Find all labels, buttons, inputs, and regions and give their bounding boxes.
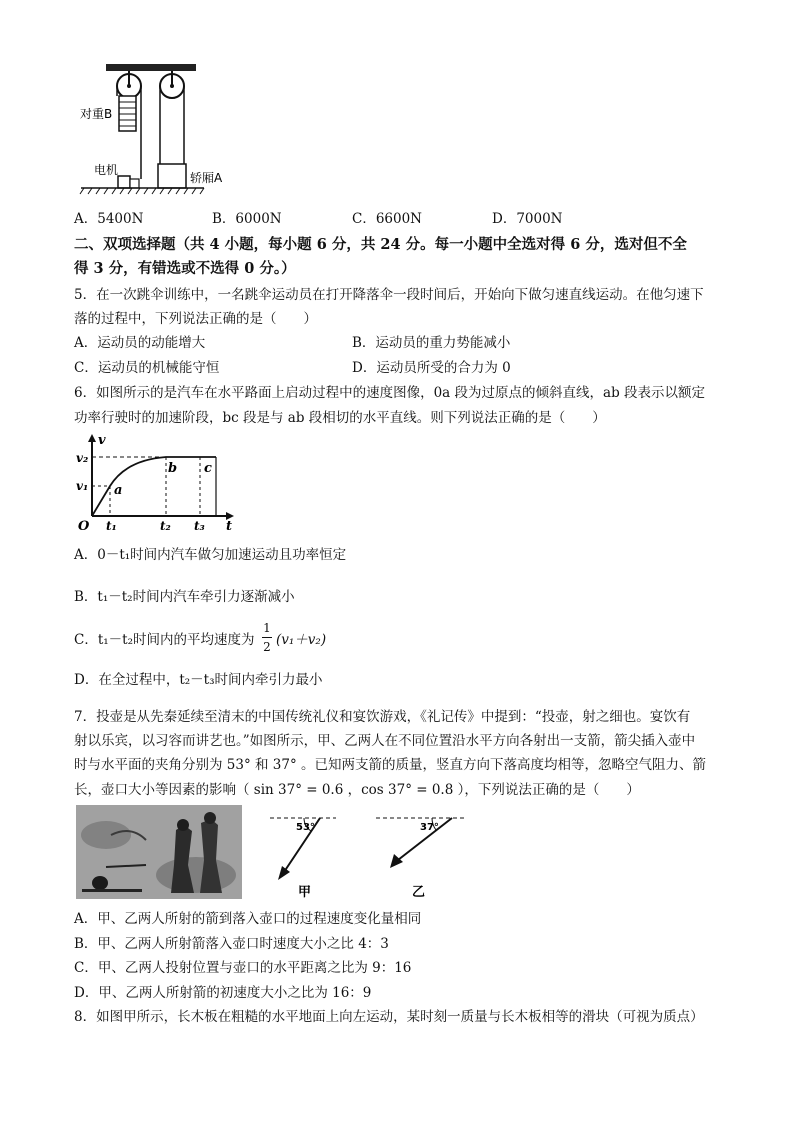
q6-option-c-frac-num: 1 xyxy=(263,621,271,635)
q6-option-a: A．0－t₁时间内汽车做匀加速运动且功率恒定 xyxy=(74,547,347,563)
q6-option-b: B．t₁－t₂时间内汽车牵引力逐渐减小 xyxy=(74,589,295,605)
touhu-photo xyxy=(76,805,242,899)
angle-label-53: 53° xyxy=(296,822,315,833)
q6-stem-line1: 6．如图所示的是汽车在水平路面上启动过程中的速度图像，0a 段为过原点的倾斜直线，ab 段表示以额定 xyxy=(74,385,705,401)
q7-stem-line1: 7．投壶是从先秦延续至清末的中国传统礼仪和宴饮游戏，《礼记传》中提到：“投壶，射之细也。宴饮有 xyxy=(74,709,691,725)
label-yi: 乙 xyxy=(412,885,426,900)
angle-label-37: 37° xyxy=(420,822,439,833)
q7-option-a: A．甲、乙两人所射的箭到落入壶口的过程速度变化量相同 xyxy=(74,911,422,927)
graph-axis-v: v xyxy=(98,433,106,448)
section-2-heading-line1: 二、双项选择题（共 4 小题，每小题 6 分，共 24 分。每一小题中全选对得 6 分，选对但不全 xyxy=(74,236,687,253)
label-jia: 甲 xyxy=(298,885,312,900)
q7-option-c: C．甲、乙两人投射位置与壶口的水平距离之比为 9：16 xyxy=(74,960,412,976)
q5-option-d: D．运动员所受的合力为 0 xyxy=(352,360,511,376)
velocity-time-graph xyxy=(76,432,236,532)
q4-option-d: D．7000N xyxy=(492,211,563,227)
q7-stem-line4: 长，壶口大小等因素的影响（ sin 37° = 0.6 ，cos 37° = 0.8 ），下列说法正确的是（ ） xyxy=(74,782,640,798)
q5-option-a: A．运动员的动能增大 xyxy=(74,335,206,351)
q5-stem-line2: 落的过程中，下列说法正确的是（ ） xyxy=(74,311,317,327)
q6-option-d: D．在全过程中，t₂－t₃时间内牵引力最小 xyxy=(74,672,323,688)
q7-option-d: D．甲、乙两人所射箭的初速度大小之比为 16：9 xyxy=(74,985,372,1001)
fig-label-motor: 电机 xyxy=(94,163,119,177)
q8-stem-line1: 8．如图甲所示，长木板在粗糙的水平地面上向左运动，某时刻一质量与长木板相等的滑块（可视为质点） xyxy=(74,1009,704,1025)
arrow-diagram-jia xyxy=(270,812,340,902)
q6-option-c-frac-den: 2 xyxy=(263,640,271,654)
q7-stem-line2: 射以乐宾，以习容而讲艺也。”如图所示，甲、乙两人在不同位置沿水平方向各射出一支箭，箭尖插入壶中 xyxy=(74,733,696,749)
q6-option-c-frac-bar xyxy=(262,637,272,638)
graph-point-c: c xyxy=(204,461,212,476)
graph-label-v2: v₂ xyxy=(76,451,89,465)
q7-option-b: B．甲、乙两人所射箭落入壶口时速度大小之比 4：3 xyxy=(74,936,389,952)
q5-stem-line1: 5．在一次跳伞训练中，一名跳伞运动员在打开降落伞一段时间后，开始向下做匀速直线运动。在他匀速下 xyxy=(74,287,704,303)
q5-option-b: B．运动员的重力势能减小 xyxy=(352,335,511,351)
q4-option-c: C．6600N xyxy=(352,211,422,227)
q6-option-c-tail: (v₁＋v₂) xyxy=(276,632,327,648)
graph-origin: O xyxy=(78,519,90,534)
fig-label-counterweight: 对重B xyxy=(80,107,113,121)
graph-point-a: a xyxy=(114,483,123,498)
graph-label-v1: v₁ xyxy=(76,479,89,493)
q5-option-c: C．运动员的机械能守恒 xyxy=(74,360,220,376)
q6-option-c-text: C．t₁－t₂时间内的平均速度为 xyxy=(74,632,255,648)
graph-label-t2: t₂ xyxy=(160,519,171,533)
q7-stem-line3: 时与水平面的夹角分别为 53° 和 37° 。已知两支箭的质量，竖直方向下落高度均相等，忽略空气阻力、箭 xyxy=(74,757,707,773)
graph-point-b: b xyxy=(168,461,178,476)
fig-label-car: 轿厢A xyxy=(190,171,223,185)
graph-axis-t: t xyxy=(226,519,233,534)
arrow-diagram-yi xyxy=(376,812,466,902)
section-2-heading-line2: 得 3 分，有错选或不选得 0 分。） xyxy=(74,260,296,277)
elevator-figure xyxy=(76,64,223,199)
q4-option-a: A．5400N xyxy=(74,211,144,227)
graph-label-t1: t₁ xyxy=(106,519,117,533)
graph-label-t3: t₃ xyxy=(194,519,205,533)
q4-option-b: B．6000N xyxy=(212,211,282,227)
q6-stem-line2: 功率行驶时的加速阶段，bc 段是与 ab 段相切的水平直线。则下列说法正确的是（ ） xyxy=(74,410,606,426)
